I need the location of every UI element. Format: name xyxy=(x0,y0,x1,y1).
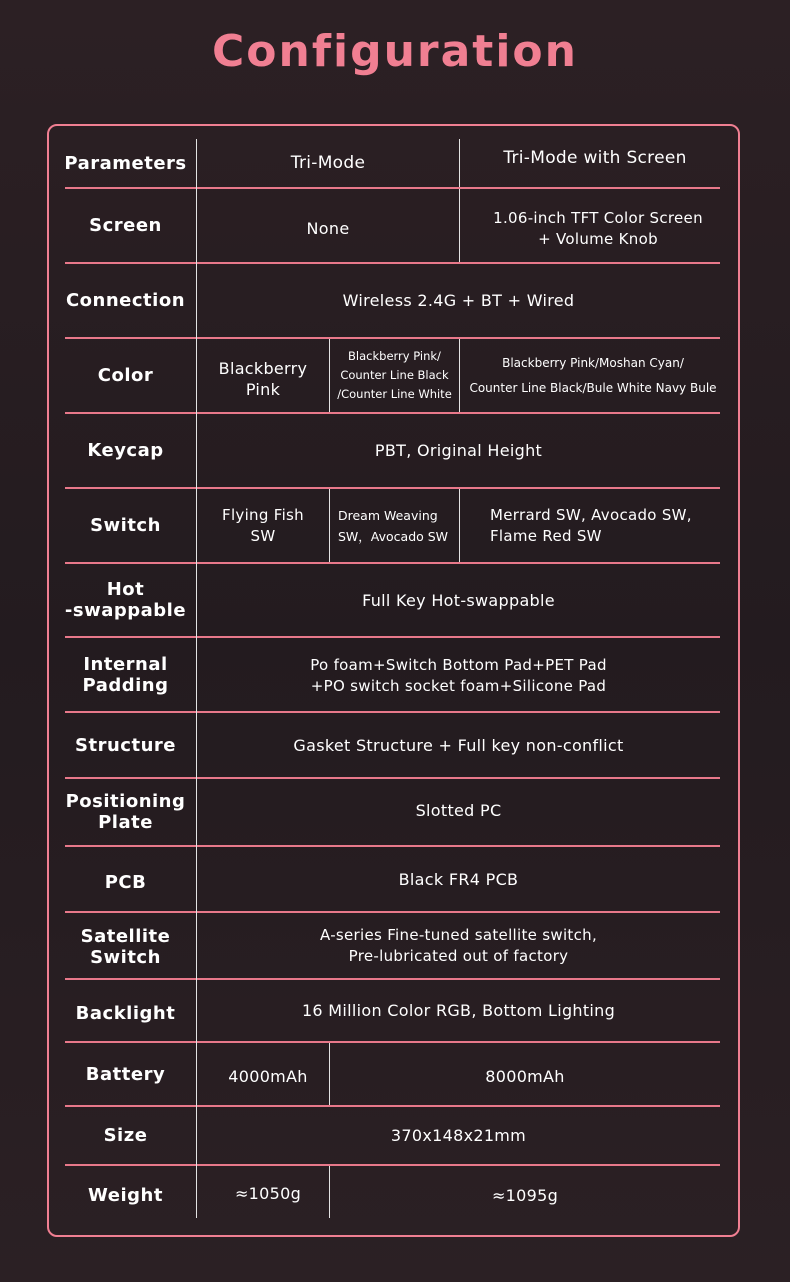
keycap-value: PBT, Original Height xyxy=(374,441,543,460)
battery-value-with-screen: 8000mAh xyxy=(485,1066,565,1086)
row-label-keycap: Keycap xyxy=(87,440,164,461)
row-label-structure: Structure xyxy=(75,734,176,756)
positioning-plate-value: Slotted PC xyxy=(415,800,502,820)
size-value: 370x148x21mm xyxy=(390,1126,527,1145)
column-header-tri-mode-with-screen: Tri-Mode with Screen xyxy=(503,147,687,168)
weight-value-tri-mode: ≈1050g xyxy=(234,1183,302,1203)
satellite-switch-value: A-series Fine-tuned satellite switch, Pre-lubricated out of factory xyxy=(319,925,598,965)
pcb-value: Black FR4 PCB xyxy=(398,869,519,889)
color-value-2: Blackberry Pink/ Counter Line Black /Counter Line White xyxy=(337,349,452,401)
row-label-satellite-switch: Satellite Switch xyxy=(80,926,171,968)
row-label-weight: Weight xyxy=(88,1184,163,1206)
row-label-connection: Connection xyxy=(65,290,186,311)
row-label-backlight: Backlight xyxy=(75,1002,176,1024)
connection-value: Wireless 2.4G + BT + Wired xyxy=(342,291,575,310)
row-label-screen: Screen xyxy=(89,215,162,236)
row-label-color: Color xyxy=(97,365,154,386)
color-value-1: Blackberry Pink xyxy=(218,359,308,399)
internal-padding-value: Po foam+Switch Bottom Pad+PET Pad +PO switch socket foam+Silicone Pad xyxy=(310,656,607,695)
page-title: Configuration xyxy=(212,26,578,77)
row-label-size: Size xyxy=(103,1125,148,1146)
structure-value: Gasket Structure + Full key non-conflict xyxy=(293,735,624,755)
color-value-with-screen: Blackberry Pink/Moshan Cyan/ Counter Line Black/Bule White Navy Bule xyxy=(469,355,717,395)
switch-value-2: Dream Weaving SW，Avocado SW xyxy=(338,507,449,544)
row-label-parameters: Parameters xyxy=(64,152,187,174)
row-label-internal-padding: Internal Padding xyxy=(82,653,169,696)
row-label-battery: Battery xyxy=(85,1063,166,1085)
switch-value-1: Flying Fish SW xyxy=(222,505,304,545)
row-label-switch: Switch xyxy=(90,515,161,536)
row-label-hot-swappable: Hot -swappable xyxy=(64,579,187,621)
hot-swappable-value: Full Key Hot-swappable xyxy=(362,590,555,610)
column-header-tri-mode: Tri-Mode xyxy=(290,152,366,173)
backlight-value: 16 Million Color RGB, Bottom Lighting xyxy=(301,1001,616,1020)
row-label-pcb: PCB xyxy=(104,871,147,893)
screen-value-with-screen: 1.06-inch TFT Color Screen + Volume Knob xyxy=(493,208,703,248)
screen-value-tri-mode: None xyxy=(306,219,350,238)
weight-value-with-screen: ≈1095g xyxy=(491,1185,559,1205)
switch-value-with-screen: Merrard SW, Avocado SW, Flame Red SW xyxy=(490,505,692,545)
battery-value-tri-mode: 4000mAh xyxy=(228,1066,308,1086)
row-label-positioning-plate: Positioning Plate xyxy=(65,791,186,833)
